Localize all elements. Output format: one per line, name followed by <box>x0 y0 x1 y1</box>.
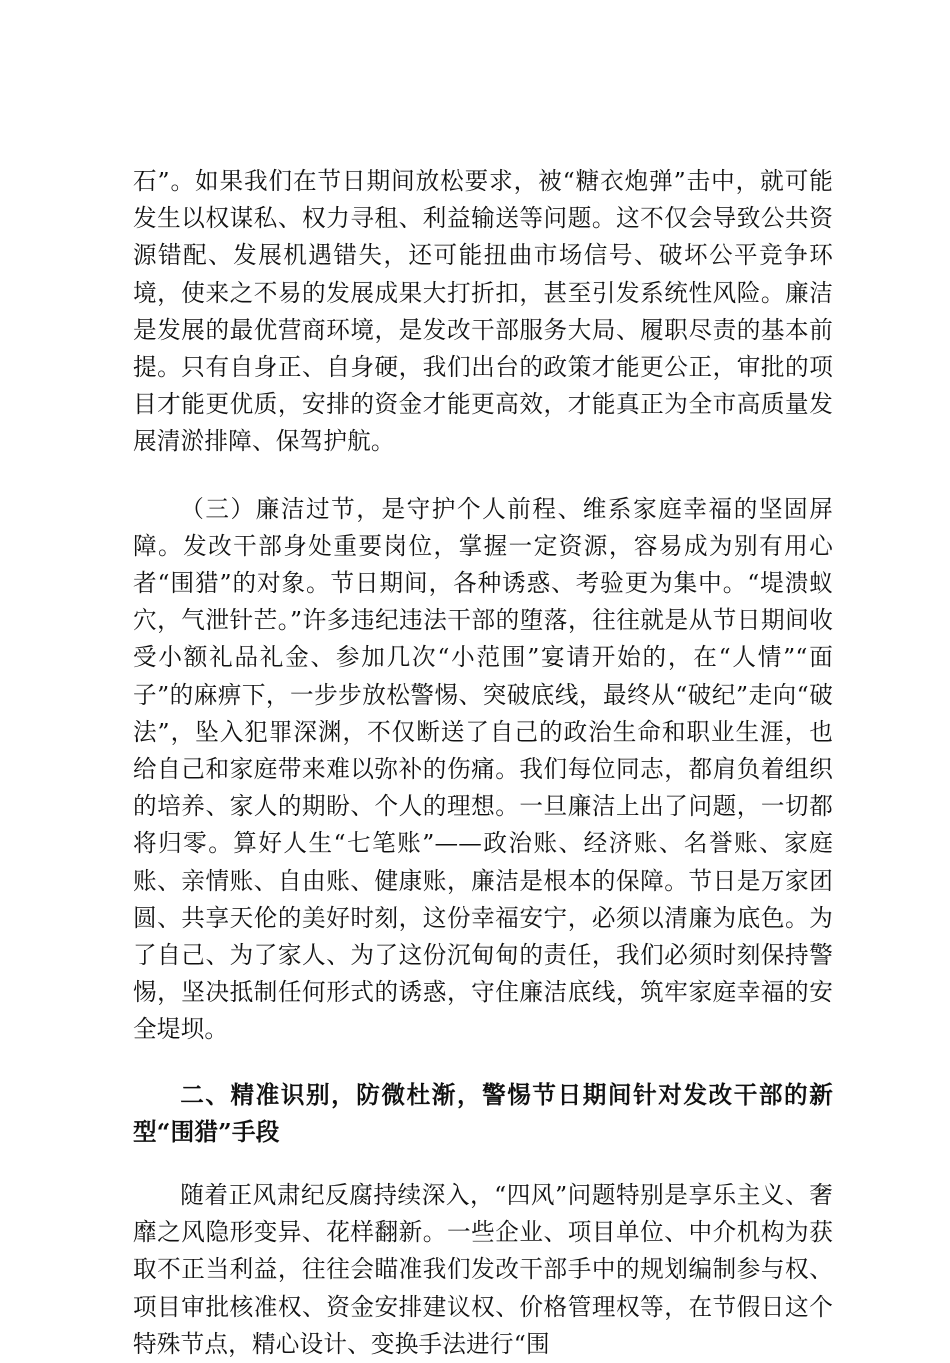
paragraph-continuation: 石”。如果我们在节日期间放松要求，被“糖衣炮弹”击中，就可能发生以权谋私、权力寻租、利益输送等问题。这不仅会导致公共资源错配、发展机遇错失，还可能扭曲市场信号、破坏公平竞争环境，使来之不易的发展成果大打折扣，甚至引发系统性风险。廉洁是发展的最优营商环境，是发改干部服务大局、履职尽责的基本前提。只有自身正、自身硬，我们出台的政策才能更公正，审批的项目才能更优质，安排的资金才能更高效，才能真正为全市高质量发展清淤排障、保驾护航。 <box>133 167 833 456</box>
document-body <box>133 163 833 1363</box>
paragraph-section-three: （三）廉洁过节，是守护个人前程、维系家庭幸福的坚固屏障。发改干部身处重要岗位，掌握一定资源，容易成为别有用心者“围猎”的对象。节日期间，各种诱惑、考验更为集中。“堤溃蚁穴，气泄针芒。”许多违纪违法干部的堕落，往往就是从节日期间收受小额礼品礼金、参加几次“小范围”宴请开始的，在“人情”“面子”的麻痹下，一步步放松警惕、突破底线，最终从“破纪”走向“破法”，坠入犯罪深渊，不仅断送了自己的政治生命和职业生涯，也给自己和家庭带来难以弥补的伤痛。我们每位同志，都肩负着组织的培养、家人的期盼、个人的理想。一旦廉洁上出了问题，一切都将归零。算好人生“七笔账”——政治账、经济账、名誉账、家庭账、亲情账、自由账、健康账，廉洁是根本的保障。节日是万家团圆、共享天伦的美好时刻，这份幸福安宁，必须以清廉为底色。为了自己、为了家人、为了这份沉甸甸的责任，我们必须时刻保持警惕，坚决抵制任何形式的诱惑，守住廉洁底线，筑牢家庭幸福的安全堤坝。 <box>133 494 833 1044</box>
paragraph-section-two-intro: 随着正风肃纪反腐持续深入，“四风”问题特别是享乐主义、奢靡之风隐形变异、花样翻新。一些企业、项目单位、中介机构为获取不正当利益，往往会瞄准我们发改干部手中的规划编制参与权、项目审批核准权、资金安排建议权、价格管理权等，在节假日这个特殊节点，精心设计、变换手法进行“围 <box>133 1181 833 1358</box>
section-heading: 二、精准识别，防微杜渐，警惕节日期间针对发改干部的新型“围猎”手段 <box>133 1080 833 1146</box>
